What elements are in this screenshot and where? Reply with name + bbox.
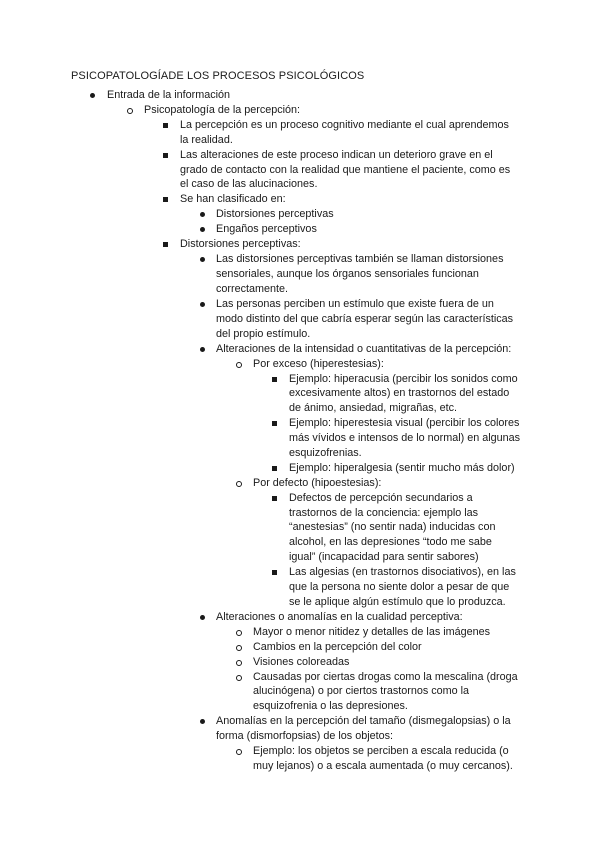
- list-item-line: Causadas por ciertas drogas como la mescalina (droga: [253, 670, 518, 683]
- list-item-line: igual” (incapacidad para sentir sabores): [289, 550, 479, 563]
- list-item: [216, 342, 511, 357]
- list-item-line: Entrada de la información: [107, 89, 231, 101]
- list-item-line: alucinógena) o por ciertos trastornos como la: [253, 685, 470, 698]
- list-item: [289, 372, 518, 416]
- list-item: [216, 252, 503, 296]
- list-item-line: modo distinto del que cabría esperar según las características: [216, 312, 514, 325]
- list-item-line: Las personas perciben un estímulo que existe fuera de un: [216, 298, 494, 310]
- bullet-circle-icon: [127, 108, 133, 114]
- list-item-line: Ejemplo: los objetos se perciben a escala reducida (o: [253, 745, 509, 757]
- document-title: PSICOPATOLOGÍADE LOS PROCESOS PSICOLÓGICOS: [71, 70, 365, 82]
- bullet-dot-icon: [200, 615, 205, 620]
- list-item: [289, 565, 516, 609]
- list-item: [180, 192, 286, 207]
- list-item: [253, 625, 490, 640]
- list-item-line: sensoriales, aunque los órganos sensoriales funcionan: [216, 268, 479, 281]
- bullet-square-icon: [272, 496, 277, 501]
- list-item-line: de ánimo, ansiedad, migrañas, etc.: [289, 402, 458, 415]
- list-item-line: alcohol, en las depresiones “todo me sabe: [289, 536, 492, 549]
- list-item-line: muy lejanos) o a escala aumentada (o muy cercanos).: [253, 759, 513, 772]
- bullet-dot-icon: [90, 93, 95, 98]
- list-item: [253, 640, 422, 655]
- list-item-line: “anestesias” (no sentir nada) inducidas con: [289, 521, 496, 534]
- list-item: [216, 207, 334, 222]
- list-item: [289, 491, 495, 565]
- list-item: [216, 297, 513, 341]
- list-item-line: Cambios en la percepción del color: [253, 640, 422, 653]
- list-item: [253, 476, 381, 491]
- bullet-square-icon: [163, 153, 168, 158]
- list-item: [216, 222, 317, 237]
- list-item-line: excesivamente altos) en trastornos del estado: [289, 387, 510, 400]
- list-item: [253, 744, 513, 774]
- list-item-line: La percepción es un proceso cognitivo mediante el cual aprendemos: [180, 119, 509, 131]
- list-item-line: trastornos de la conciencia: ejemplo las: [289, 506, 479, 519]
- list-item-line: Se han clasificado en:: [180, 193, 286, 206]
- bullet-circle-icon: [236, 749, 242, 755]
- list-item-line: Ejemplo: hiperalgesia (sentir mucho más dolor): [289, 461, 515, 474]
- list-item-line: Por defecto (hipoestesias):: [253, 476, 382, 489]
- bullet-dot-icon: [200, 347, 205, 352]
- bullet-dot-icon: [200, 257, 205, 262]
- bullet-circle-icon: [236, 675, 242, 681]
- list-item-line: esquizofrenias.: [289, 446, 362, 459]
- list-item: [253, 670, 518, 714]
- list-item-line: más vívidos e intensos de lo normal) en algunas: [289, 431, 521, 444]
- list-item-line: Las alteraciones de este proceso indican un deterioro grave en el: [180, 148, 493, 161]
- bullet-square-icon: [163, 123, 168, 128]
- bullet-circle-icon: [236, 645, 242, 651]
- list-item-line: Distorsiones perceptivas:: [180, 238, 301, 251]
- bullet-circle-icon: [236, 630, 242, 636]
- list-item: [216, 714, 511, 744]
- list-item-line: Psicopatología de la percepción:: [144, 104, 301, 116]
- list-item: [180, 148, 510, 192]
- bullet-square-icon: [272, 421, 277, 426]
- list-item-line: grado de contacto con la realidad que mantiene el paciente, como es: [180, 163, 511, 176]
- list-item-line: Ejemplo: hiperacusia (percibir los sonidos como: [289, 372, 518, 385]
- list-item-line: Visiones coloreadas: [253, 655, 350, 668]
- list-item-line: del propio estímulo.: [216, 327, 311, 340]
- list-item-line: Las distorsiones perceptivas también se llaman distorsiones: [216, 253, 504, 266]
- list-item: [289, 461, 515, 476]
- list-item-line: Mayor o menor nitidez y detalles de las imágenes: [253, 625, 491, 638]
- list-item: [253, 357, 384, 372]
- list-item: [180, 237, 301, 252]
- bullet-square-icon: [272, 570, 277, 575]
- list-item-line: Alteraciones o anomalías en la cualidad perceptiva:: [216, 610, 463, 623]
- bullet-dot-icon: [200, 719, 205, 724]
- bullet-dot-icon: [200, 227, 205, 232]
- bullet-square-icon: [163, 242, 168, 247]
- list-item-line: Las algesias (en trastornos disociativos), en las: [289, 566, 516, 578]
- list-item-line: Anomalías en la percepción del tamaño (dismegalopsias) o la: [216, 715, 511, 728]
- list-item-line: Distorsiones perceptivas: [216, 208, 334, 221]
- list-item-line: Ejemplo: hiperestesia visual (percibir los colores: [289, 417, 520, 430]
- list-item: [216, 610, 463, 625]
- list-item-line: Por exceso (hiperestesias):: [253, 357, 384, 370]
- bullet-square-icon: [272, 377, 277, 382]
- list-item: [144, 103, 300, 118]
- bullet-circle-icon: [236, 660, 242, 666]
- bullet-square-icon: [163, 197, 168, 202]
- list-item: [253, 655, 349, 670]
- bullet-circle-icon: [236, 362, 242, 368]
- list-item-line: que la persona no siente dolor a pesar de que: [289, 580, 510, 593]
- bullet-square-icon: [272, 466, 277, 471]
- bullet-dot-icon: [200, 212, 205, 217]
- list-item: [289, 416, 520, 460]
- bullet-dot-icon: [200, 302, 205, 307]
- list-item: [180, 118, 509, 148]
- list-item-line: correctamente.: [216, 282, 289, 295]
- list-item: [107, 88, 230, 103]
- list-item-line: el caso de las alucinaciones.: [180, 178, 318, 191]
- list-item-line: Defectos de percepción secundarios a: [289, 491, 473, 504]
- list-item-line: Alteraciones de la intensidad o cuantitativas de la percepción:: [216, 342, 512, 355]
- list-item-line: forma (dismorfopsias) de los objetos:: [216, 729, 394, 742]
- list-item-line: la realidad.: [180, 133, 233, 146]
- list-item-line: se le aplique algún estímulo que lo produzca.: [289, 595, 506, 608]
- list-item-line: esquizofrenia o las depresiones.: [253, 700, 408, 713]
- list-item-line: Engaños perceptivos: [216, 223, 317, 236]
- bullet-circle-icon: [236, 481, 242, 487]
